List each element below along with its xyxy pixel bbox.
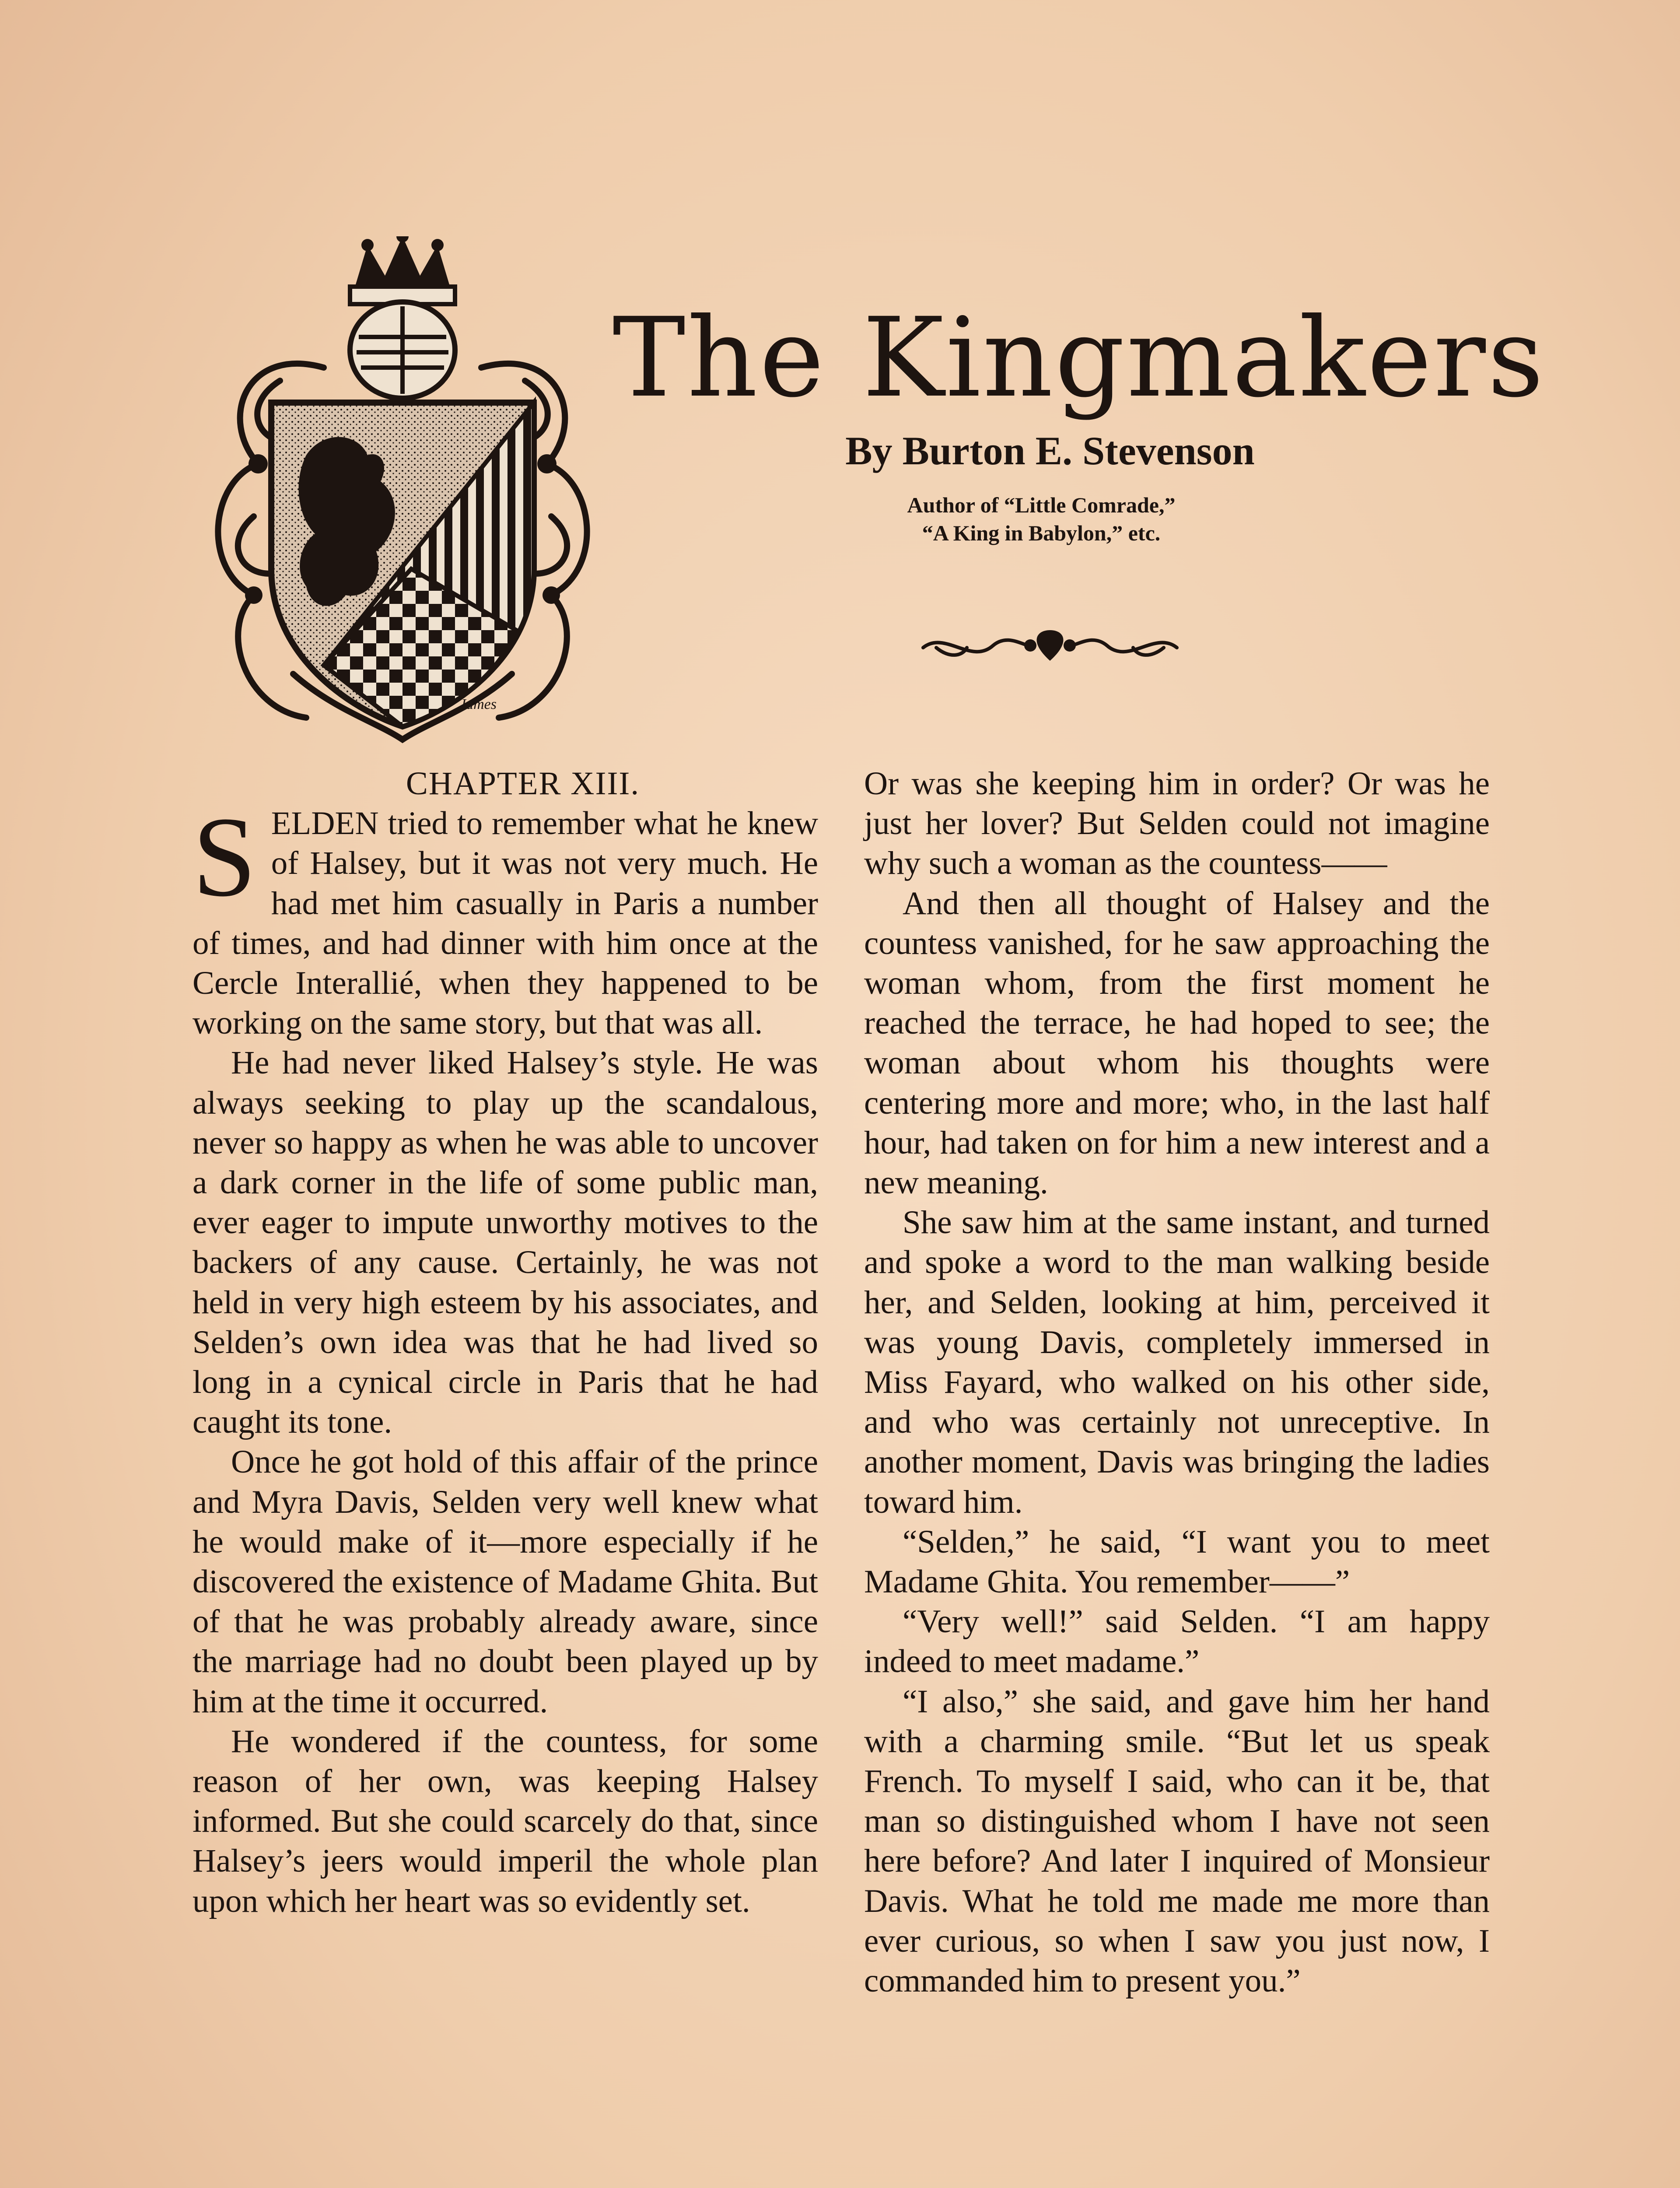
author-note-line: “A King in Babylon,” etc. (922, 521, 1161, 545)
artist-signature: James (459, 696, 497, 712)
author-note-line: Author of “Little Comrade,” (907, 493, 1176, 517)
right-column (864, 764, 1490, 2001)
coat-of-arms-illustration (192, 236, 612, 761)
story-title: The Kingmakers (612, 294, 1546, 421)
paragraph: He wondered if the countess, for some reason of her own, was keeping Halsey informed. But she could scarcely do that, since Halsey’s jeers would imperil the whole plan upon which her heart was so evidently set. (192, 1723, 818, 1919)
paragraph: “I also,” she said, and gave him her hand with a charming smile. “But let us speak French. To myself I said, who can it be, that man so distinguished whom I have not seen here before? And later I inquired of Monsieur Davis. What he told me made me more than ever curious, so when I saw you just now, I commanded him to present you.” (864, 1683, 1490, 1999)
paragraph: Or was she keeping him in order? Or was he just her lover? But Selden could not imagine why such a woman as the countess—— (864, 765, 1490, 882)
left-column (192, 764, 818, 1921)
drop-cap: S (192, 793, 256, 921)
paragraph: She saw him at the same instant, and turned and spoke a word to the man walking beside her, and Selden, looking at him, perceived it was young Davis, completely immersed in Miss Fayard, who walked on his other side, and who was certainly not unreceptive. In another moment, Davis was bringing the ladies toward him. (864, 1204, 1490, 1520)
paragraph-text: ELDEN tried to remember what he knew of Halsey, but it was not very much. He had met him casually in Paris a number of times, and had dinner with him once at the Cercle Interallié, when they happened to be working on the same story, but that was all. (192, 805, 818, 1041)
crown-emblem (350, 236, 455, 304)
chapter-heading: CHAPTER XIII. (406, 765, 640, 802)
paragraph: And then all thought of Halsey and the countess vanished, for he saw approaching the woman whom, from the first moment he reached the terrace, he had hoped to see; the woman about whom his thoughts were centering more and more; who, in the last half hour, had taken on for him a new interest and a new meaning. (864, 885, 1490, 1201)
paragraph: “Very well!” said Selden. “I am happy indeed to meet madame.” (864, 1603, 1490, 1680)
paragraph: He had never liked Halsey’s style. He was always seeking to play up the scandalous, never so happy as when he was able to uncover a dark corner in the life of some public man, ever eager to impute unworthy motives to the backers of any cause. Certainly, he was not held in very high esteem by his associates, and Selden’s own idea was that he had lived so long in a cynical circle in Paris that he had caught its tone. (192, 1045, 818, 1441)
ornament-divider-icon (919, 621, 1181, 670)
opening-paragraph (192, 793, 818, 1043)
paragraph: Once he got hold of this affair of the prince and Myra Davis, Selden very well knew what he would make of it—more especially if he discovered the existence of Madame Ghita. But of that he was probably already aware, since the marriage had no doubt been played up by him at the time it occurred. (192, 1444, 818, 1720)
author-note (709, 491, 1374, 547)
paragraph: “Selden,” he said, “I want you to meet Madame Ghita. You remember——” (864, 1523, 1490, 1600)
byline: By Burton E. Stevenson (845, 428, 1255, 473)
shield-emblem (271, 403, 534, 726)
helmet-emblem (350, 302, 455, 398)
